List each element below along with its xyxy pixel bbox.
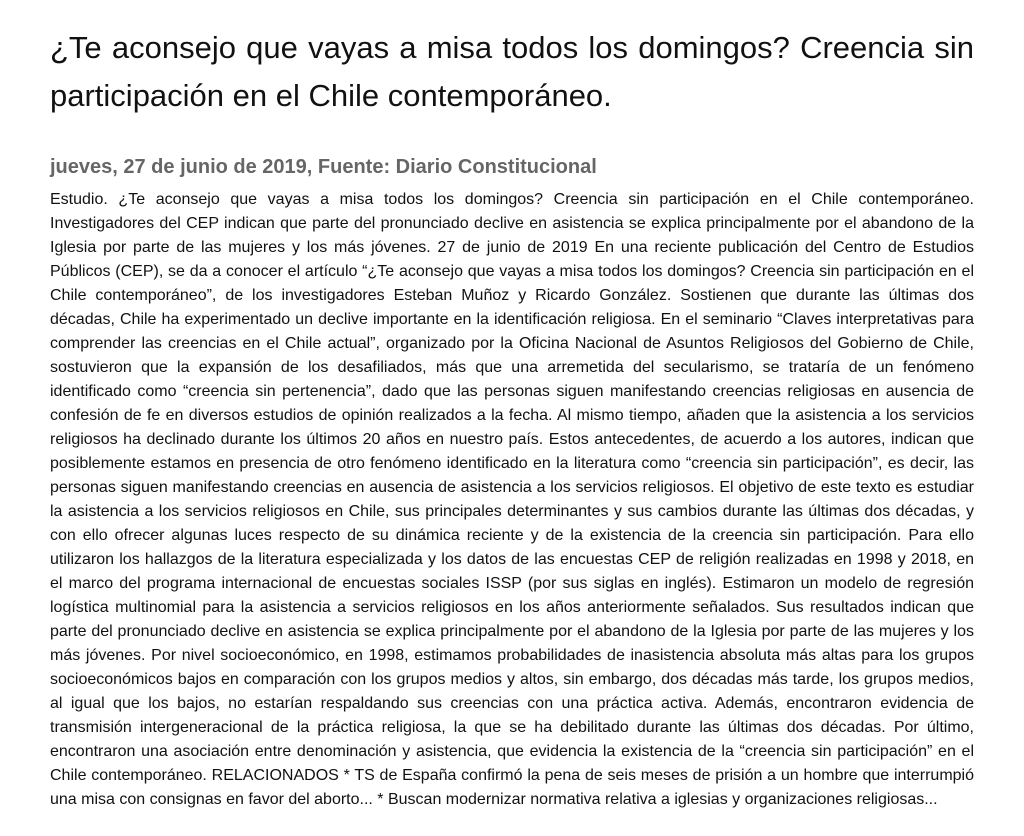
article-title: ¿Te aconsejo que vayas a misa todos los domingos? Creencia sin participación en el Chile contemporáneo.: [50, 30, 974, 113]
article: [50, 24, 974, 812]
article-meta: jueves, 27 de junio de 2019, Fuente: Diario Constitucional: [50, 156, 597, 178]
article-body: Estudio. ¿Te aconsejo que vayas a misa todos los domingos? Creencia sin participación en el Chile contemporáneo. Investigadores del CEP indican que parte del pronunciado declive en asistencia se explica principalmente por el abandono de la Iglesia por parte de las mujeres y los más jóvenes. 27 de junio de 2019 En una reciente publicación del Centro de Estudios Públicos (CEP), se da a conocer el artículo “¿Te aconsejo que vayas a misa todos los domingos? Creencia sin participación en el Chile contemporáneo”, de los investigadores Esteban Muñoz y Ricardo González. Sostienen que durante las últimas dos décadas, Chile ha experimentado un declive importante en la identificación religiosa. En el seminario “Claves interpretativas para comprender las creencias en el Chile actual”, organizado por la Oficina Nacional de Asuntos Religiosos del Gobierno de Chile, sostuvieron que la expansión de los desafiliados, más que una arremetida del secularismo, se trataría de un fenómeno identificado como “creencia sin pertenencia”, dado que las personas siguen manifestando creencias religiosas en ausencia de confesión de fe en diversos estudios de opinión realizados a la fecha. Al mismo tiempo, añaden que la asistencia a los servicios religiosos ha declinado durante los últimos 20 años en nuestro país. Estos antecedentes, de acuerdo a los autores, indican que posiblemente estamos en presencia de otro fenómeno identificado en la literatura como “creencia sin participación”, es decir, las personas siguen manifestando creencias en ausencia de asistencia a los servicios religiosos. El objetivo de este texto es estudiar la asistencia a los servicios religiosos en Chile, sus principales determinantes y sus cambios durante las últimas dos décadas, y con ello ofrecer algunas luces respecto de su dinámica reciente y de la existencia de la creencia sin participación. Para ello utilizaron los hallazgos de la literatura especializada y los datos de las encuestas CEP de religión realizadas en 1998 y 2018, en el marco del programa internacional de encuestas sociales ISSP (por sus siglas en inglés). Estimaron un modelo de regresión logística multinomial para la asistencia a servicios religiosos en los años anteriormente señalados. Sus resultados indican que parte del pronunciado declive en asistencia se explica principalmente por el abandono de la Iglesia por parte de las mujeres y los más jóvenes. Por nivel socioeconómico, en 1998, estimamos probabilidades de inasistencia absoluta más altas para los grupos socioeconómicos bajos en comparación con los grupos medios y altos, sin embargo, dos décadas más tarde, los grupos medios, al igual que los bajos, no estarían respaldando sus creencias con una práctica activa. Además, encontraron evidencia de transmisión intergeneracional de la práctica religiosa, la que se ha debilitado durante las últimas dos décadas. Por último, encontraron una asociación entre denominación y asistencia, que evidencia la existencia de la “creencia sin participación” en el Chile contemporáneo. RELACIONADOS * TS de España confirmó la pena de seis meses de prisión a un hombre que interrumpió una misa con consignas en favor del aborto... * Buscan modernizar normativa relativa a iglesias y organizaciones religiosas...: [50, 191, 974, 808]
